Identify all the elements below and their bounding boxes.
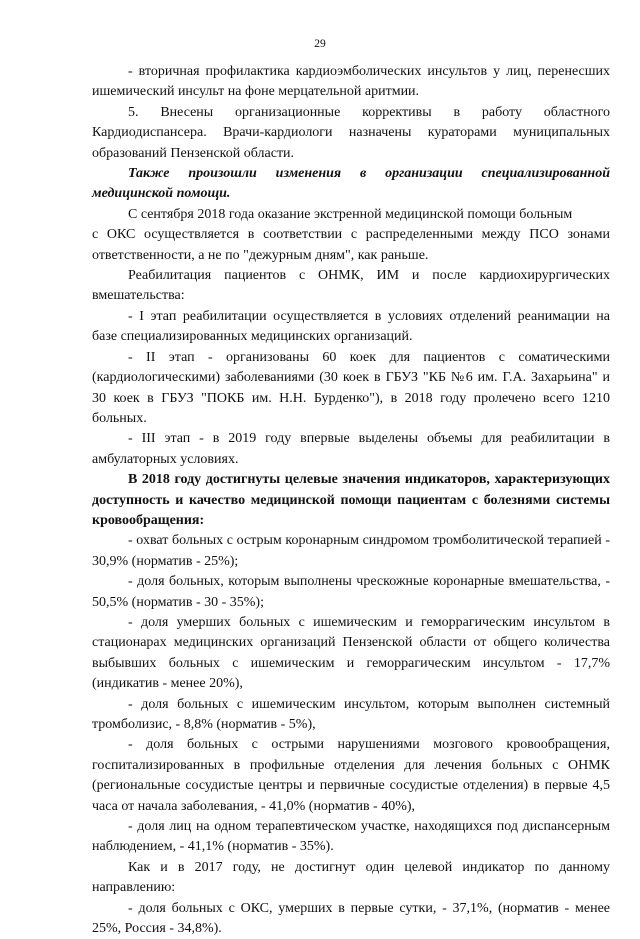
paragraph-indicator-thrombolytic: - охват больных с острым коронарным синдромом тромболитической терапией - 30,9% (норматив - 25%); <box>92 533 610 569</box>
paragraph-indicator-hospitalization: - доля больных с острыми нарушениями мозгового кровообращения, госпитализированных в профильные отделения для лечения больных с ОНМК (региональные сосудистые центры и первичные сосудистые отделения) в первые 4,5 часа от начала заболевания, - 41,0% (норматив - 40%), <box>92 737 610 814</box>
paragraph-organizational-changes: 5. Внесены организационные коррективы в работу областного Кардиодиспансера. Врачи-кардиологи назначены кураторами муниципальных образований Пензенской области. <box>92 104 610 161</box>
paragraph-rehab-stage-1: - I этап реабилитации осуществляется в условиях отделений реанимации на базе специализированных медицинских организаций. <box>92 308 610 345</box>
document-body <box>92 62 610 939</box>
paragraph-indicator-stroke-mortality: - доля умерших больных с ишемическим и геморрагическим инсультом в стационарах медицинских организаций Пензенской области от общего количества выбывших больных с ишемическим и геморрагическим инсультом - 17,7% (индикатив - менее 20%), <box>92 614 610 692</box>
paragraph-rehab-stage-2: - II этап - организованы 60 коек для пациентов с соматическими (кардиологическими) заболеваниями (30 коек в ГБУЗ "КБ №6 им. Г.А. Захарьина" и 30 коек в ГБУЗ "ПОКБ им. Н.Н. Бурденко"), в 2018 году пролечено всего 1210 больных. <box>92 349 610 426</box>
paragraph-indicator-pci: - доля больных, которым выполнены чрескожные коронарные вмешательства, - 50,5% (норматив - 30 - 35%); <box>92 574 610 610</box>
paragraph-indicator-systemic-thrombolysis: - доля больных с ишемическим инсультом, которым выполнен системный тромболизис, - 8,8% (норматив - 5%), <box>92 696 610 732</box>
paragraph-oks-mortality: - доля больных с ОКС, умерших в первые сутки, - 37,1%, (норматив - менее 25%, Россия - 34,8%). <box>92 900 610 937</box>
paragraph-specialized-care-heading: Также произошли изменения в организации специализированной медицинской помощи. <box>92 166 610 202</box>
paragraph-rehab-stage-3: - III этап - в 2019 году впервые выделены объемы для реабилитации в амбулаторных условиях. <box>92 431 610 467</box>
paragraph-secondary-prevention: - вторичная профилактика кардиоэмболических инсультов у лиц, перенесших ишемический инсульт на фоне мерцательной аритмии. <box>92 64 610 100</box>
paragraph-indicators-heading: В 2018 году достигнуты целевые значения индикаторов, характеризующих доступность и качество медицинской помощи пациентам с болезнями системы кровообращения: <box>92 472 610 528</box>
paragraph-rehabilitation: Реабилитация пациентов с ОНМК, ИМ и после кардиохирургических вмешательства: <box>92 268 610 304</box>
paragraph-emergency-care: С сентября 2018 года оказание экстренной медицинской помощи больным <box>128 206 573 222</box>
page-number: 29 <box>314 38 326 50</box>
paragraph-not-achieved: Как и в 2017 году, не достигнут один целевой индикатор по данному направлению: <box>92 859 610 896</box>
paragraph-oks-zones: с ОКС осуществляется в соответствии с распределенными между ПСО зонами ответственности, а не по "дежурным дням", как раньше. <box>92 227 610 263</box>
paragraph-indicator-dispensary: - доля лиц на одном терапевтическом участке, находящихся под диспансерным наблюдением, - 41,1% (норматив - 35%). <box>92 819 610 855</box>
